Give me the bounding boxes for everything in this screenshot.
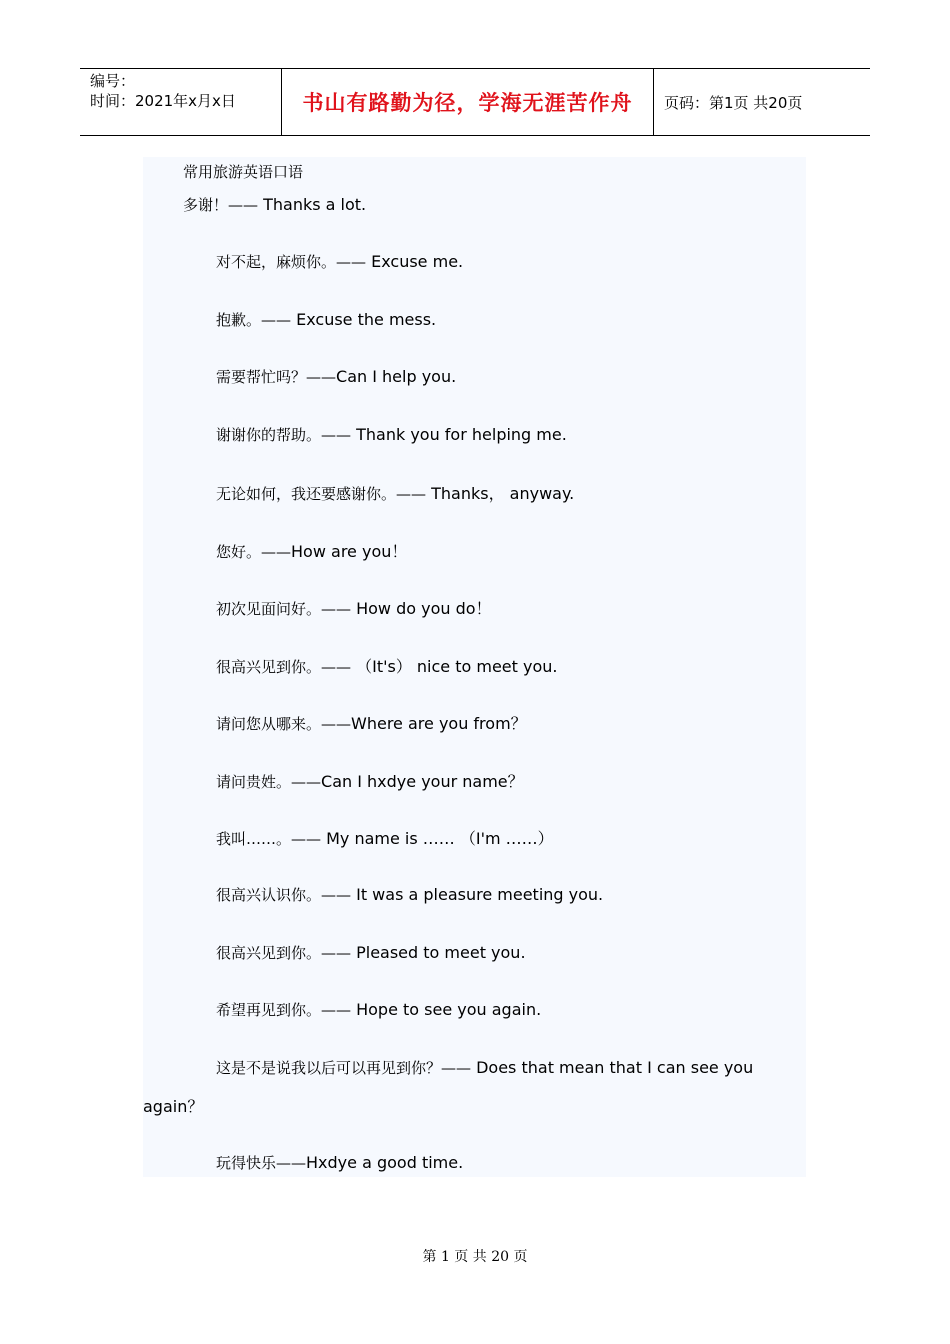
page-footer: 第 1 页 共 20 页 (422, 1249, 528, 1265)
phrase-line (216, 1057, 753, 1078)
phrase-english: Can I help you. (336, 367, 457, 386)
phrase-line (216, 539, 407, 562)
phrase-english: My name is …… （I'm ……） (321, 829, 554, 848)
phrase-english: Hope to see you again. (351, 1000, 542, 1019)
phrase-english: How are you！ (291, 542, 408, 561)
phrase-chinese: 初次见面问好。—— (216, 600, 352, 618)
motto-text: 书山有路勤为径，学海无涯苦作舟 (302, 90, 633, 115)
phrase-english: Can I hxdye your name？ (321, 772, 524, 791)
phrase-line (216, 1152, 463, 1173)
page-label: 页码：第1页 共20页 (664, 93, 803, 112)
phrase-line (216, 366, 456, 387)
phrase-chinese: 很高兴认识你。—— (216, 886, 352, 904)
phrase-line (216, 481, 574, 504)
phrase-english: How do you do！ (351, 599, 492, 618)
phrase-line (183, 194, 366, 215)
phrase-english: （It's） nice to meet you. (351, 657, 558, 676)
phrase-chinese: 请问您从哪来。—— (216, 715, 352, 733)
phrase-english: Thank you for helping me. (351, 425, 567, 444)
phrase-english: Thanks a lot. (258, 195, 367, 214)
header-motto-cell (282, 69, 654, 135)
phrase-line (216, 769, 524, 792)
phrase-chinese: 对不起，麻烦你。—— (216, 253, 367, 271)
phrase-english: It was a pleasure meeting you. (351, 885, 604, 904)
phrase-english: Pleased to meet you. (351, 943, 526, 962)
phrase-chinese: 这是不是说我以后可以再见到你？—— (216, 1059, 472, 1077)
phrase-chinese: 请问贵姓。—— (216, 773, 322, 791)
phrase-chinese: 抱歉。—— (216, 311, 292, 329)
phrase-line (216, 654, 558, 677)
phrase-chinese: 我叫……。—— (216, 830, 322, 848)
phrase-chinese: 多谢！—— (183, 196, 259, 214)
phrase-line (216, 826, 554, 849)
phrase-chinese: 无论如何，我还要感谢你。—— (216, 485, 427, 503)
phrase-line (216, 596, 492, 619)
phrase-chinese: 很高兴见到你。—— (216, 658, 352, 676)
header-page-cell (654, 69, 870, 135)
phrase-line (216, 424, 567, 445)
phrase-chinese: 您好。—— (216, 543, 292, 561)
phrase-english: Hxdye a good time. (306, 1153, 464, 1172)
page-header (80, 68, 870, 136)
phrase-english: Excuse me. (366, 252, 464, 271)
document-title: 常用旅游英语口语 (183, 163, 304, 181)
phrase-line (216, 884, 603, 905)
phrase-english: again？ (143, 1097, 204, 1116)
number-label: 编号： (90, 72, 136, 90)
header-meta (80, 69, 282, 135)
phrase-chinese: 谢谢你的帮助。—— (216, 426, 352, 444)
phrase-english: Does that mean that I can see you (471, 1058, 754, 1077)
phrase-english: Where are you from？ (351, 714, 527, 733)
phrase-english: Excuse the mess. (291, 310, 437, 329)
phrase-english: Thanks， anyway. (426, 484, 575, 503)
phrase-line (216, 309, 436, 330)
phrase-line (143, 1094, 203, 1117)
phrase-chinese: 需要帮忙吗？—— (216, 368, 337, 386)
document-body (143, 157, 806, 1177)
phrase-chinese: 玩得快乐—— (216, 1154, 307, 1172)
phrase-line (216, 942, 526, 963)
phrase-chinese: 很高兴见到你。—— (216, 944, 352, 962)
phrase-line (216, 999, 541, 1020)
time-label: 时间：2021年x月x日 (90, 92, 236, 110)
phrase-line (216, 251, 463, 272)
phrase-chinese: 希望再见到你。—— (216, 1001, 352, 1019)
phrase-line (216, 711, 527, 734)
